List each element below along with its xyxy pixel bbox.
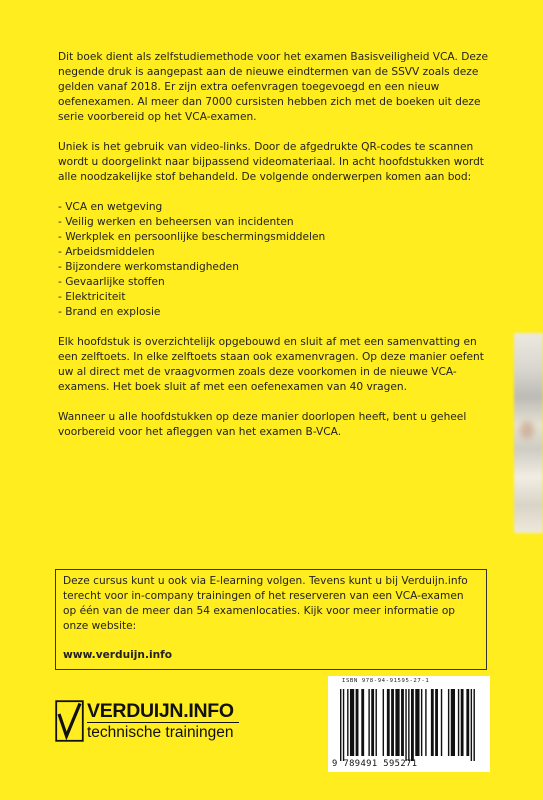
info-box: [55, 569, 487, 670]
logo-brand: VERDUIJN.INFO: [87, 700, 234, 722]
info-text: Deze cursus kunt u ook via E-learning volgen. Tevens kunt u bij Verduijn.info terecht voor in-company trainingen of het reserveren van een VCA-examen op één van de meer dan 54 examenlocaties. Kijk voor meer informatie op onze website:: [63, 575, 468, 632]
isbn-label: ISBN 978-94-91595-27-1: [342, 678, 430, 684]
website-link[interactable]: www.verduijn.info: [63, 649, 173, 661]
blurred-photo-strip: [514, 333, 543, 533]
list-item: - Elektriciteit: [58, 291, 126, 303]
logo-tagline: technische trainingen: [87, 724, 234, 741]
list-item: - VCA en wetgeving: [58, 201, 163, 213]
topics-list: [58, 200, 498, 320]
blurb-paragraph-1: Dit boek dient als zelfstudiemethode voor het examen Basisveiligheid VCA. Deze negende druk is aangepast aan de nieuwe eindtermen van de SSVV zoals deze gelden vanaf 2018. Er zijn extra oefenvragen toegevoegd en een nieuw oefenexamen. Al meer dan 7000 cursisten hebben zich met de boeken uit deze serie voorbereid op het VCA-examen.: [58, 51, 488, 123]
publisher-logo: [55, 700, 245, 745]
list-item: - Werkplek en persoonlijke beschermingsmiddelen: [58, 231, 326, 243]
blurb-paragraph-4: Wanneer u alle hoofdstukken op deze manier doorlopen heeft, bent u geheel voorbereid voor het afleggen van het examen B-VCA.: [58, 411, 467, 438]
blurb-paragraph-3: Elk hoofdstuk is overzichtelijk opgebouwd en sluit af met een samenvatting en een zelftoets. In elke zelftoets staan ook examenvragen. Op deze manier oefent uw al direct met de vraagvormen zoals deze voorkomen in de nieuwe VCA-examens. Het boek sluit af met een oefenexamen van 40 vragen.: [58, 336, 484, 393]
list-item: - Veilig werken en beheersen van incidenten: [58, 216, 294, 228]
list-item: - Bijzondere werkomstandigheden: [58, 261, 239, 273]
photo-detail: [520, 421, 534, 439]
barcode-digits: 9 789491 595271: [332, 759, 418, 769]
isbn-barcode: [328, 676, 490, 772]
list-item: - Gevaarlijke stoffen: [58, 276, 165, 288]
blurb-paragraph-2: Uniek is het gebruik van video-links. Door de afgedrukte QR-codes te scannen wordt u doorgelinkt naar bijpassend videomateriaal. In acht hoofdstukken wordt alle noodzakelijke stof behandeld. De volgende onderwerpen komen aan bod:: [58, 141, 484, 183]
list-item: - Brand en explosie: [58, 306, 161, 318]
list-item: - Arbeidsmiddelen: [58, 246, 155, 258]
blurb-text: [58, 50, 498, 455]
barcode-icon: [338, 689, 484, 761]
checkmark-box-icon: [55, 700, 84, 742]
